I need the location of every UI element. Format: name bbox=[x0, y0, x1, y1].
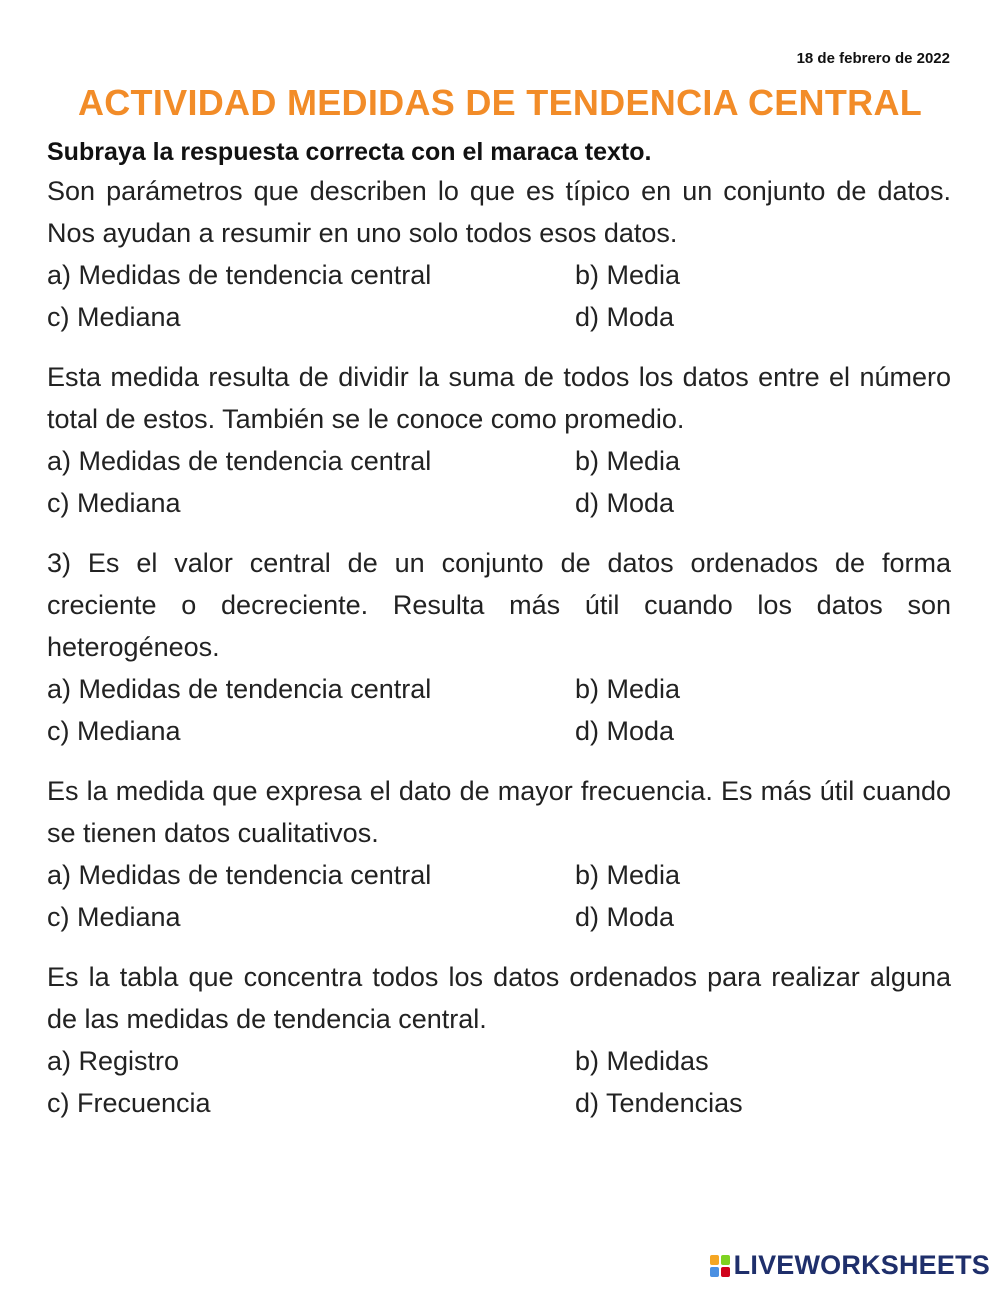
answer-options bbox=[47, 440, 951, 524]
question-1 bbox=[47, 170, 951, 338]
question-5 bbox=[47, 956, 951, 1124]
logo-square-icon bbox=[721, 1267, 730, 1277]
answer-options bbox=[47, 254, 951, 338]
option-b[interactable]: b) Media bbox=[575, 260, 681, 290]
answer-options bbox=[47, 668, 951, 752]
option-a[interactable]: a) Medidas de tendencia central bbox=[47, 674, 432, 704]
document-date: 18 de febrero de 2022 bbox=[796, 50, 950, 67]
liveworksheets-logo bbox=[709, 1250, 990, 1281]
option-c[interactable]: c) Frecuencia bbox=[47, 1088, 211, 1118]
question-text: Esta medida resulta de dividir la suma de todos los datos entre el número total de estos. También se le conoce como promedio. bbox=[47, 362, 951, 434]
worksheet-content bbox=[47, 134, 951, 1142]
option-b[interactable]: b) Medidas bbox=[575, 1046, 709, 1076]
question-text: Es la tabla que concentra todos los datos ordenados para realizar alguna de las medidas de tendencia central. bbox=[47, 962, 951, 1034]
question-text: Son parámetros que describen lo que es típico en un conjunto de datos. Nos ayudan a resumir en uno solo todos esos datos. bbox=[47, 176, 951, 248]
question-4 bbox=[47, 770, 951, 938]
option-c[interactable]: c) Mediana bbox=[47, 488, 181, 518]
option-d[interactable]: d) Moda bbox=[575, 902, 675, 932]
option-d[interactable]: d) Moda bbox=[575, 302, 675, 332]
logo-square-icon bbox=[710, 1267, 719, 1277]
logo-square-icon bbox=[721, 1255, 730, 1265]
option-b[interactable]: b) Media bbox=[575, 674, 681, 704]
option-b[interactable]: b) Media bbox=[575, 446, 681, 476]
logo-square-icon bbox=[710, 1255, 719, 1265]
instruction-text: Subraya la respuesta correcta con el maraca texto. bbox=[47, 138, 652, 166]
option-c[interactable]: c) Mediana bbox=[47, 302, 181, 332]
answer-options bbox=[47, 1040, 951, 1124]
option-a[interactable]: a) Registro bbox=[47, 1046, 180, 1076]
option-a[interactable]: a) Medidas de tendencia central bbox=[47, 860, 432, 890]
question-3 bbox=[47, 542, 951, 752]
option-d[interactable]: d) Tendencias bbox=[575, 1088, 743, 1118]
question-text: 3) Es el valor central de un conjunto de datos ordenados de forma creciente o decreciente. Resulta más útil cuando los datos son heterogéneos. bbox=[47, 548, 951, 662]
option-a[interactable]: a) Medidas de tendencia central bbox=[47, 260, 432, 290]
question-text: Es la medida que expresa el dato de mayor frecuencia. Es más útil cuando se tienen datos cualitativos. bbox=[47, 776, 951, 848]
option-c[interactable]: c) Mediana bbox=[47, 902, 181, 932]
option-d[interactable]: d) Moda bbox=[575, 716, 675, 746]
option-b[interactable]: b) Media bbox=[575, 860, 681, 890]
answer-options bbox=[47, 854, 951, 938]
page-title: ACTIVIDAD MEDIDAS DE TENDENCIA CENTRAL bbox=[77, 82, 923, 123]
question-2 bbox=[47, 356, 951, 524]
option-c[interactable]: c) Mediana bbox=[47, 716, 181, 746]
brand-name: LIVEWORKSHEETS bbox=[733, 1250, 990, 1280]
option-a[interactable]: a) Medidas de tendencia central bbox=[47, 446, 432, 476]
liveworksheets-icon bbox=[709, 1254, 731, 1278]
option-d[interactable]: d) Moda bbox=[575, 488, 675, 518]
